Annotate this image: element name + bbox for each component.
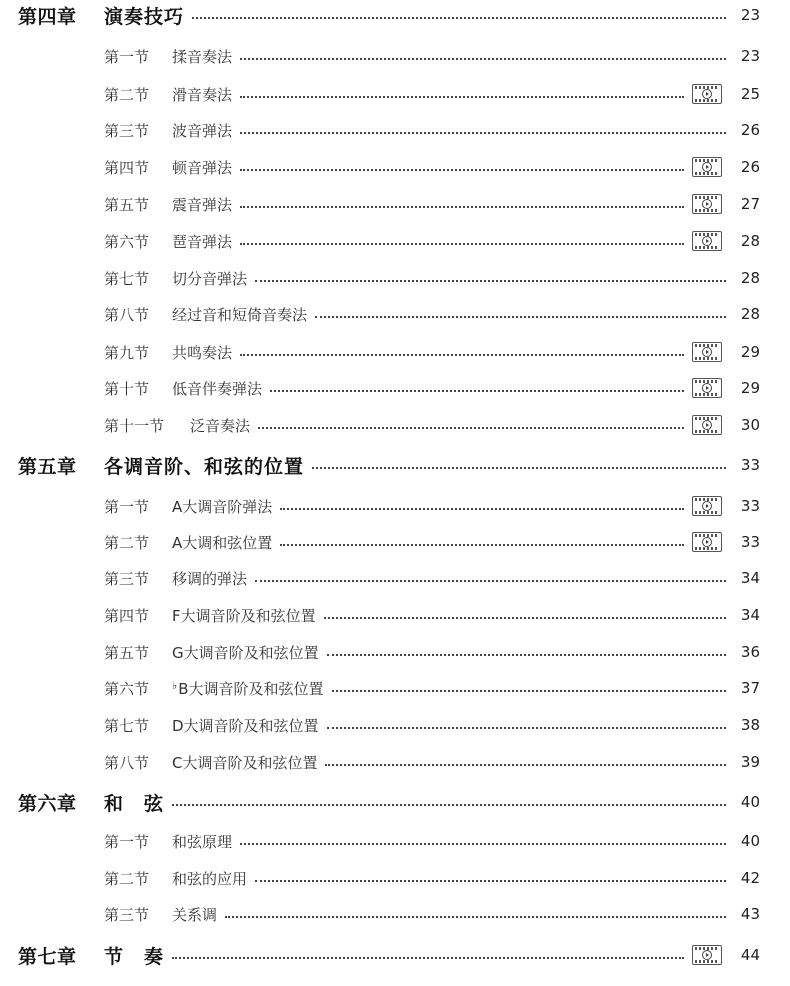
dot-leader	[258, 427, 684, 429]
section-title: 波音弹法	[172, 121, 233, 140]
toc-section-5-7[interactable]	[0, 710, 790, 740]
page-number: 23	[740, 47, 760, 65]
page-number: 33	[740, 456, 760, 474]
flat-sign: ♭	[172, 678, 178, 692]
dot-leader	[332, 690, 727, 692]
section-label: 第三节	[104, 121, 150, 140]
page-number: 28	[740, 305, 760, 323]
section-title	[172, 678, 324, 699]
dot-leader	[240, 243, 684, 245]
section-title: 经过音和短倚音奏法	[172, 305, 308, 324]
page-number: 33	[740, 533, 760, 551]
dot-leader	[255, 280, 726, 282]
section-title: G大调音阶及和弦位置	[172, 643, 319, 662]
section-title: 低音伴奏弹法	[172, 379, 263, 398]
toc-section-5-4[interactable]	[0, 600, 790, 630]
toc-section-4-2[interactable]	[0, 79, 790, 109]
video-play-icon[interactable]	[692, 342, 722, 362]
section-title-text: B大调音阶及和弦位置	[178, 679, 324, 698]
section-title: D大调音阶及和弦位置	[172, 716, 319, 735]
section-label: 第六节	[104, 679, 150, 698]
page-number: 28	[740, 269, 760, 287]
page-number: 37	[740, 679, 760, 697]
page-number: 36	[740, 643, 760, 661]
section-title: 震音弹法	[172, 195, 233, 214]
section-title: 共鸣奏法	[172, 343, 233, 362]
dot-leader	[240, 96, 684, 98]
video-play-icon[interactable]	[692, 194, 722, 214]
dot-leader	[172, 804, 726, 806]
page-number: 25	[740, 85, 760, 103]
page-number: 28	[740, 232, 760, 250]
video-play-icon[interactable]	[692, 378, 722, 398]
section-label: 第七节	[104, 269, 150, 288]
section-title: A大调和弦位置	[172, 533, 273, 552]
section-title: A大调音阶弹法	[172, 497, 273, 516]
page-number: 29	[740, 343, 760, 361]
dot-leader	[240, 354, 684, 356]
toc-chapter-6[interactable]	[0, 787, 790, 817]
dot-leader	[255, 580, 726, 582]
section-label: 第八节	[104, 305, 150, 324]
page-number: 30	[740, 416, 760, 434]
section-title: 琶音弹法	[172, 232, 233, 251]
toc-chapter-7[interactable]	[0, 940, 790, 970]
section-title: 和弦原理	[172, 832, 233, 851]
section-title: 顿音弹法	[172, 158, 233, 177]
section-label: 第一节	[104, 497, 150, 516]
toc-section-4-4[interactable]	[0, 152, 790, 182]
section-label: 第八节	[104, 753, 150, 772]
section-label: 第五节	[104, 195, 150, 214]
section-label: 第十一节	[104, 416, 165, 435]
section-label: 第十节	[104, 379, 150, 398]
toc-section-6-3[interactable]	[0, 899, 790, 929]
page-number: 44	[740, 946, 760, 964]
toc-section-4-6[interactable]	[0, 226, 790, 256]
section-title: 泛音奏法	[190, 416, 251, 435]
toc-section-4-7[interactable]	[0, 263, 790, 293]
dot-leader	[255, 880, 726, 882]
section-title: F大调音阶及和弦位置	[172, 606, 316, 625]
video-play-icon[interactable]	[692, 84, 722, 104]
dot-leader	[240, 843, 726, 845]
section-label: 第七节	[104, 716, 150, 735]
section-label: 第一节	[104, 832, 150, 851]
chapter-label: 第七章	[18, 945, 77, 968]
dot-leader	[225, 916, 726, 918]
toc-chapter-5[interactable]	[0, 450, 790, 480]
dot-leader	[240, 169, 684, 171]
toc-section-6-1[interactable]	[0, 826, 790, 856]
section-label: 第六节	[104, 232, 150, 251]
section-label: 第二节	[104, 869, 150, 888]
page-number: 27	[740, 195, 760, 213]
section-title: C大调音阶及和弦位置	[172, 753, 318, 772]
page-number: 26	[740, 121, 760, 139]
dot-leader	[240, 132, 726, 134]
video-play-icon[interactable]	[692, 231, 722, 251]
section-title: 和弦的应用	[172, 869, 248, 888]
dot-leader	[324, 617, 726, 619]
page-number: 29	[740, 379, 760, 397]
toc-section-4-10[interactable]	[0, 373, 790, 403]
dot-leader	[325, 764, 726, 766]
toc-section-4-5[interactable]	[0, 189, 790, 219]
video-play-icon[interactable]	[692, 496, 722, 516]
toc-section-4-11[interactable]	[0, 410, 790, 440]
dot-leader	[315, 316, 726, 318]
section-title: 关系调	[172, 905, 218, 924]
dot-leader	[270, 390, 684, 392]
page-number: 34	[740, 606, 760, 624]
page-number: 34	[740, 569, 760, 587]
chapter-label: 第六章	[18, 792, 77, 815]
dot-leader	[192, 17, 726, 19]
section-label: 第四节	[104, 158, 150, 177]
section-label: 第四节	[104, 606, 150, 625]
dot-leader	[327, 654, 726, 656]
page-number: 43	[740, 905, 760, 923]
page-number: 26	[740, 158, 760, 176]
video-play-icon[interactable]	[692, 945, 722, 965]
dot-leader	[240, 206, 684, 208]
toc-section-5-2[interactable]	[0, 527, 790, 557]
chapter-title: 演奏技巧	[104, 5, 185, 28]
dot-leader	[172, 957, 684, 959]
section-title: 移调的弹法	[172, 569, 248, 588]
toc-section-5-8[interactable]	[0, 747, 790, 777]
page-number: 42	[740, 869, 760, 887]
toc-section-4-9[interactable]	[0, 337, 790, 367]
section-label: 第九节	[104, 343, 150, 362]
section-label: 第二节	[104, 85, 150, 104]
chapter-title: 和 弦	[104, 792, 165, 815]
toc-section-4-1[interactable]	[0, 41, 790, 71]
toc-chapter-4[interactable]	[0, 0, 790, 30]
toc-section-4-3[interactable]	[0, 115, 790, 145]
page-number: 38	[740, 716, 760, 734]
dot-leader	[280, 508, 684, 510]
toc-section-5-6[interactable]	[0, 673, 790, 703]
section-label: 第三节	[104, 905, 150, 924]
dot-leader	[240, 58, 726, 60]
section-label: 第一节	[104, 47, 150, 66]
page-number: 39	[740, 753, 760, 771]
chapter-label: 第五章	[18, 455, 77, 478]
video-play-icon[interactable]	[692, 415, 722, 435]
video-play-icon[interactable]	[692, 157, 722, 177]
toc-section-6-2[interactable]	[0, 863, 790, 893]
section-title: 滑音奏法	[172, 85, 233, 104]
chapter-title: 各调音阶、和弦的位置	[104, 455, 305, 478]
toc-section-5-1[interactable]	[0, 491, 790, 521]
section-label: 第三节	[104, 569, 150, 588]
chapter-title: 节 奏	[104, 945, 165, 968]
chapter-label: 第四章	[18, 5, 77, 28]
dot-leader	[280, 544, 684, 546]
dot-leader	[312, 467, 726, 469]
section-label: 第二节	[104, 533, 150, 552]
page-number: 33	[740, 497, 760, 515]
section-title: 揉音奏法	[172, 47, 233, 66]
page-number: 40	[740, 793, 760, 811]
toc-section-4-8[interactable]	[0, 299, 790, 329]
dot-leader	[327, 727, 726, 729]
toc-section-5-3[interactable]	[0, 563, 790, 593]
section-title: 切分音弹法	[172, 269, 248, 288]
page-number: 23	[740, 6, 760, 24]
section-label: 第五节	[104, 643, 150, 662]
toc-section-5-5[interactable]	[0, 637, 790, 667]
video-play-icon[interactable]	[692, 532, 722, 552]
page-number: 40	[740, 832, 760, 850]
